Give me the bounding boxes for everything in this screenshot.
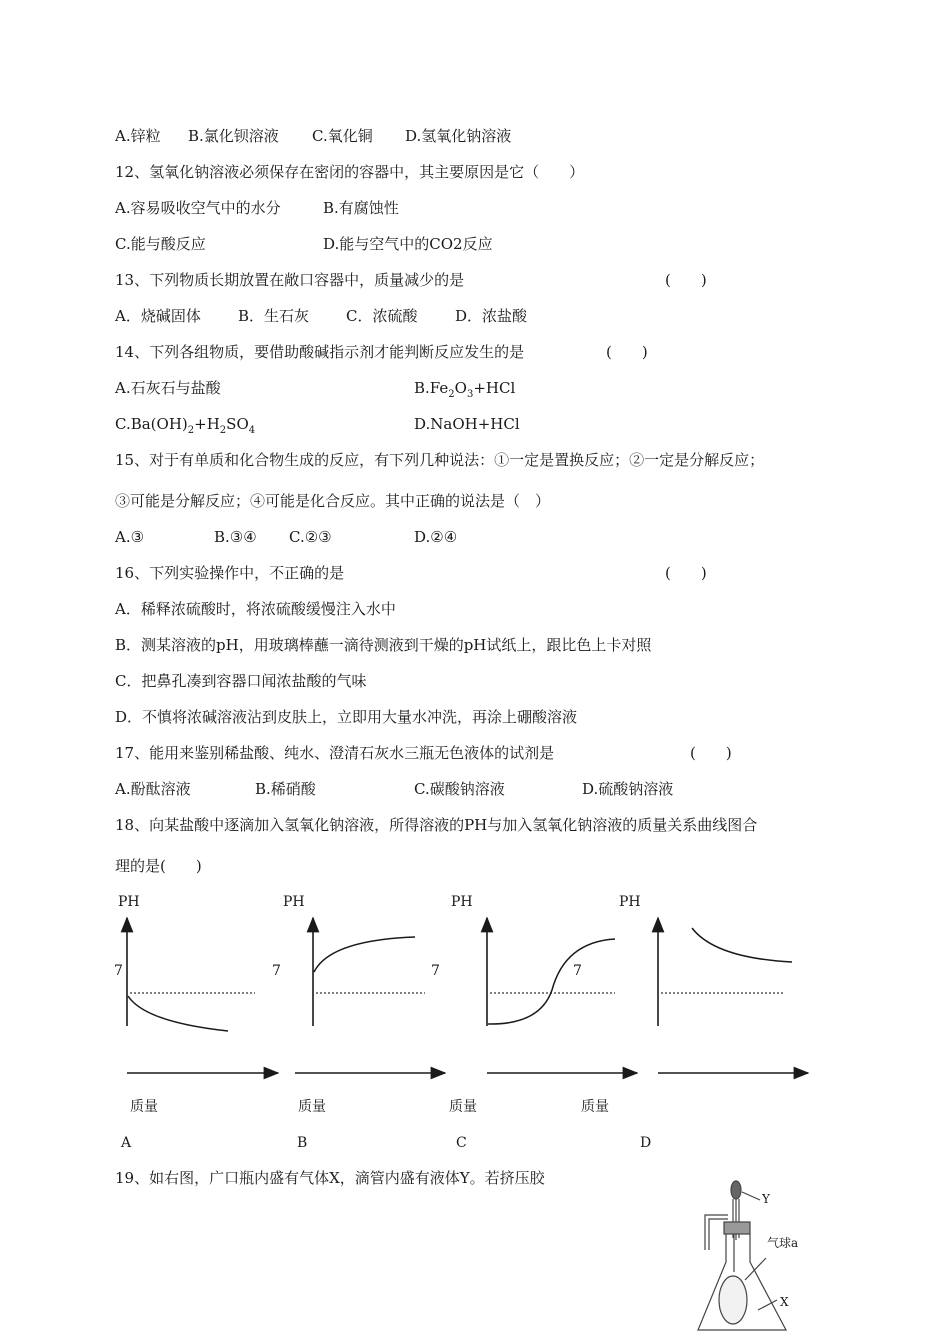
- label-liquid-y: Y: [762, 1192, 770, 1206]
- graph-c-xlabel: 质量: [449, 1099, 477, 1115]
- q14-option-d: D.NaOH+HCl: [414, 415, 520, 433]
- graph-a-letter: A: [121, 1135, 132, 1151]
- graph-c-seven: 7: [431, 963, 440, 979]
- graph-a-seven: 7: [114, 963, 123, 979]
- q18-stem-line2: 理的是( ): [115, 857, 202, 875]
- q15-option-a: A.③: [115, 528, 145, 546]
- graph-c-ylabel: PH: [451, 894, 473, 910]
- q12-option-c: C.能与酸反应: [115, 235, 206, 253]
- q12-option-d: D.能与空气中的CO2反应: [323, 235, 493, 253]
- q12-option-a: A.容易吸收空气中的水分: [115, 199, 281, 217]
- q18-stem-line1: 18、向某盐酸中逐滴加入氢氧化钠溶液，所得溶液的PH与加入氢氧化钠溶液的质量关系曲线图合: [115, 816, 758, 834]
- q16-option-b: B．测某溶液的pH，用玻璃棒蘸一滴待测液到干燥的pH试纸上，跟比色上卡对照: [115, 636, 652, 654]
- q11-option-b: B.氯化钡溶液: [188, 127, 279, 145]
- q13-option-d: D．浓盐酸: [455, 307, 528, 325]
- q16-stem: 16、下列实验操作中，不正确的是: [115, 564, 345, 582]
- q16-option-a: A．稀释浓硫酸时，将浓硫酸缓慢注入水中: [115, 600, 396, 618]
- graph-a-curve: [128, 996, 228, 1031]
- q17-option-b: B.稀硝酸: [255, 780, 316, 798]
- q17-option-a: A.酚酞溶液: [115, 780, 191, 798]
- q15-option-d: D.②④: [414, 528, 458, 546]
- graph-c-letter: C: [456, 1135, 467, 1151]
- q15-option-c: C.②③: [289, 528, 332, 546]
- q17-stem: 17、能用来鉴别稀盐酸、纯水、澄清石灰水三瓶无色液体的试剂是: [115, 744, 555, 762]
- label-balloon-a: 气球a: [767, 1236, 799, 1250]
- q15-option-b: B.③④: [214, 528, 257, 546]
- q13-option-a: A．烧碱固体: [115, 307, 201, 325]
- graph-c-curve-seven: 7: [573, 963, 582, 979]
- q14-answer-paren: ( ): [606, 343, 648, 361]
- q12-option-b: B.有腐蚀性: [323, 199, 399, 217]
- graph-d-ylabel: PH: [619, 894, 641, 910]
- graph-b-xlabel: 质量: [298, 1099, 326, 1115]
- q14-option-b: $B.Fe_2O_3+HCl$: [414, 379, 516, 400]
- graph-a-xlabel: 质量: [130, 1099, 158, 1115]
- graph-a-ylabel: PH: [118, 894, 140, 910]
- q15-stem-line2: ③可能是分解反应；④可能是化合反应。其中正确的说法是（ ）: [115, 492, 551, 510]
- q15-stem-line1: 15、对于有单质和化合物生成的反应，有下列几种说法：①一定是置换反应；②一定是分解反应；: [115, 451, 765, 469]
- label-gas-x: X: [780, 1295, 789, 1309]
- q13-option-c: C．浓硫酸: [346, 307, 418, 325]
- graph-c-curve: [488, 939, 615, 1024]
- q14-option-c: $C.Ba(OH)_2+H_2SO_4$: [115, 415, 256, 436]
- q13-option-b: B．生石灰: [238, 307, 310, 325]
- q16-option-d: D．不慎将浓碱溶液沾到皮肤上，立即用大量水冲洗，再涂上硼酸溶液: [115, 708, 578, 726]
- q17-option-d: D.硫酸钠溶液: [582, 780, 674, 798]
- q11-option-c: C.氧化铜: [312, 127, 373, 145]
- q19-stem: 19、如右图，广口瓶内盛有气体X，滴管内盛有液体Y。若挤压胶: [115, 1169, 545, 1187]
- q17-answer-paren: ( ): [690, 744, 732, 762]
- q14-option-a: A.石灰石与盐酸: [115, 379, 221, 397]
- graph-d-curve: [692, 928, 792, 962]
- q12-stem: 12、氢氧化钠溶液必须保存在密闭的容器中，其主要原因是它（ ）: [115, 163, 585, 181]
- q11-option-a: A.锌粒: [115, 127, 161, 145]
- q13-stem: 13、下列物质长期放置在敞口容器中，质量减少的是: [115, 271, 465, 289]
- graph-b-curve: [314, 937, 415, 972]
- q16-option-c: C．把鼻孔凑到容器口闻浓盐酸的气味: [115, 672, 367, 690]
- graph-b-seven: 7: [272, 963, 281, 979]
- graph-b-letter: B: [297, 1135, 308, 1151]
- graph-b-ylabel: PH: [283, 894, 305, 910]
- graph-d-letter: D: [640, 1135, 652, 1151]
- q14-stem: 14、下列各组物质，要借助酸碱指示剂才能判断反应发生的是: [115, 343, 525, 361]
- q16-answer-paren: ( ): [665, 564, 707, 582]
- q17-option-c: C.碳酸钠溶液: [414, 780, 505, 798]
- q13-answer-paren: ( ): [665, 271, 707, 289]
- graph-c-xlabel-extra: 质量: [581, 1099, 609, 1115]
- q11-option-d: D.氢氧化钠溶液: [405, 127, 512, 145]
